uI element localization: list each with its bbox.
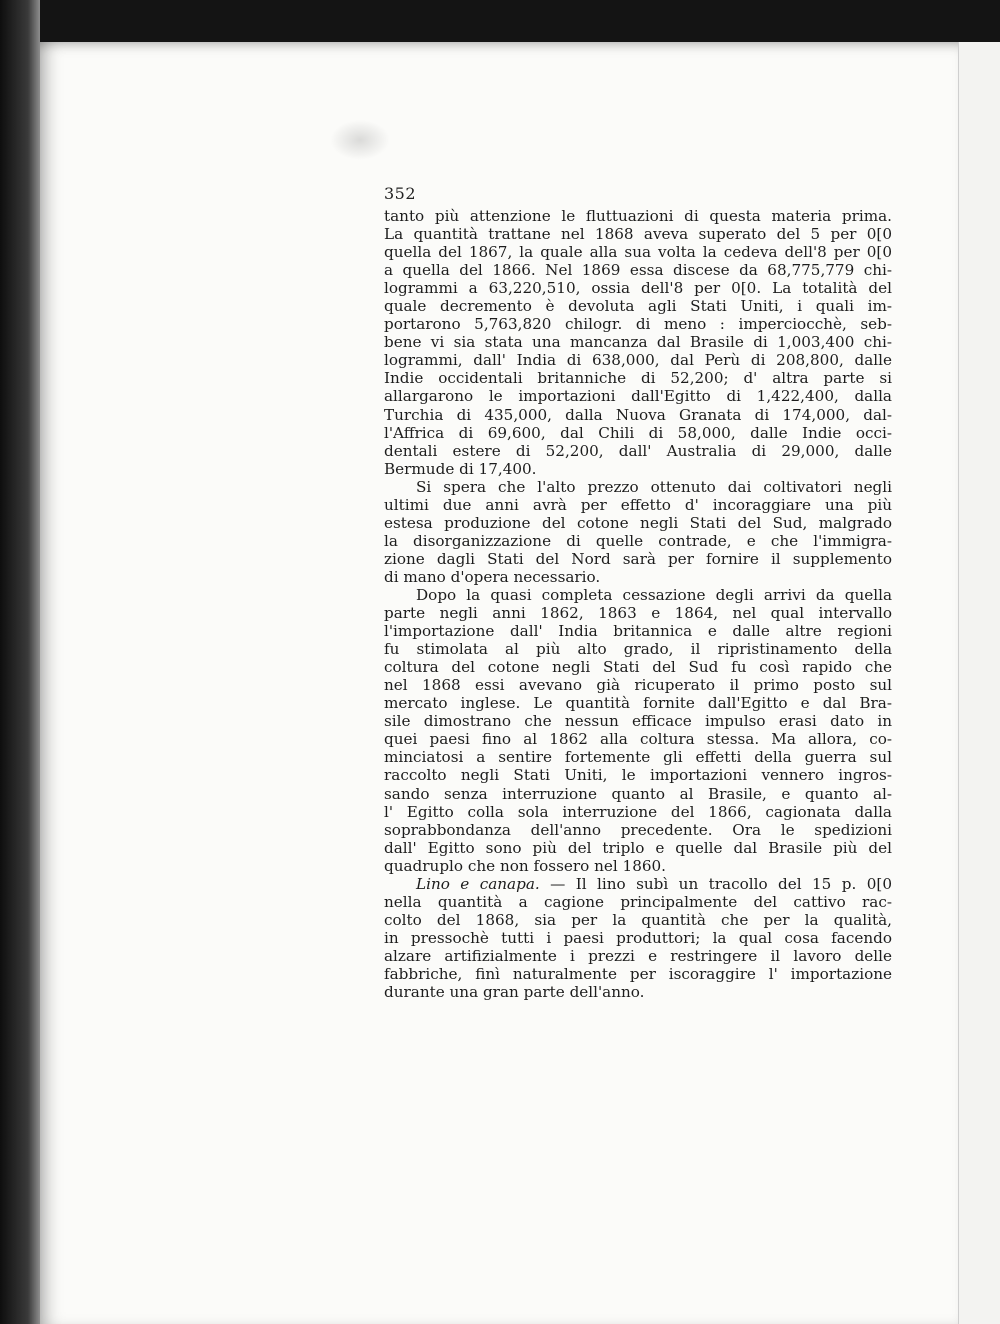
text-line: logrammi, dall' India di 638,000, dal Perù di 208,800, dalle [384, 351, 892, 370]
section-heading-italic: Lino e canapa. [416, 874, 540, 893]
text-line: l'importazione dall' India britannica e dalle altre regioni [384, 622, 892, 641]
text-line: tanto più attenzione le fluttuazioni di questa materia prima. [384, 207, 892, 225]
text-line: coltura del cotone negli Stati del Sud fu così rapido che [384, 658, 892, 677]
page-number: 352 [384, 184, 417, 203]
text-line: quale decremento è devoluta agli Stati Uniti, i quali im- [384, 297, 892, 316]
text-line: nel 1868 essi avevano già ricuperato il primo posto sul [384, 676, 892, 695]
text-line: raccolto negli Stati Uniti, le importazioni vennero ingros- [384, 766, 892, 785]
body-text [384, 207, 892, 1001]
text-line: la disorganizzazione di quelle contrade, e che l'immigra- [384, 531, 892, 550]
text-line: parte negli anni 1862, 1863 e 1864, nel qual intervallo [384, 604, 892, 623]
text-line: l'Affrica di 69,600, dal Chili di 58,000, dalle Indie occi- [384, 423, 892, 442]
text-line: fu stimolata al più alto grado, il ripristinamento della [384, 640, 892, 659]
text-line: La quantità trattane nel 1868 aveva superato del 5 per 0[0 [384, 225, 892, 244]
text-line: Si spera che l'alto prezzo ottenuto dai coltivatori negli [416, 477, 892, 496]
page-smudge [330, 120, 390, 160]
text-line [384, 875, 892, 893]
text-line: colto del 1868, sia per la quantità che per la qualità, [384, 910, 892, 929]
text-line: ultimi due anni avrà per effetto d' incoraggiare una più [384, 495, 892, 514]
text-line: logrammi a 63,220,510, ossia dell'8 per 0[0. La totalità del [384, 279, 892, 298]
scan-left-border [0, 0, 40, 1324]
text-line: mercato inglese. Le quantità fornite dall'Egitto e dal Bra- [384, 694, 892, 713]
text-line: minciatosi a sentire fortemente gli effetti della guerra sul [384, 748, 892, 767]
text-line: Bermude di 17,400. [384, 459, 537, 478]
text-line-rest: — Il lino subì un tracollo del 15 p. 0[0 [539, 874, 892, 893]
text-line: sando senza interruzione quanto al Brasile, e quanto al- [384, 784, 892, 803]
text-line: nella quantità a cagione principalmente del cattivo rac- [384, 892, 892, 911]
text-line: portarono 5,763,820 chilogr. di meno : imperciocchè, seb- [384, 315, 892, 334]
text-line: Turchia di 435,000, dalla Nuova Granata di 174,000, dal- [384, 405, 892, 424]
text-line: sile dimostrano che nessun efficace impulso erasi dato in [384, 712, 892, 731]
text-line: quei paesi fino al 1862 alla coltura stessa. Ma allora, co- [384, 730, 892, 749]
text-line: fabbriche, finì naturalmente per iscoraggire l' importazione [384, 964, 892, 983]
text-line: estesa produzione del cotone negli Stati del Sud, malgrado [384, 513, 892, 532]
text-line: quadruplo che non fossero nel 1860. [384, 856, 667, 875]
next-page-edge [958, 42, 1000, 1324]
text-line: dall' Egitto sono più del triplo e quelle dal Brasile più del [384, 838, 892, 857]
text-line: allargarono le importazioni dall'Egitto di 1,422,400, dalla [384, 387, 892, 406]
text-line: quella del 1867, la quale alla sua volta la cedeva dell'8 per 0[0 [384, 243, 892, 262]
text-line: in pressochè tutti i paesi produttori; la qual cosa facendo [384, 928, 892, 947]
scan-top-border [0, 0, 1000, 42]
text-line: soprabbondanza dell'anno precedente. Ora le spedizioni [384, 820, 892, 839]
text-line: dentali estere di 52,200, dall' Australia di 29,000, dalle [384, 441, 892, 460]
text-line: zione dagli Stati del Nord sarà per fornire il supplemento [384, 549, 892, 568]
text-line: alzare artifizialmente i prezzi e restringere il lavoro delle [384, 946, 892, 965]
text-line: a quella del 1866. Nel 1869 essa discese da 68,775,779 chi- [384, 261, 892, 280]
text-line: durante una gran parte dell'anno. [384, 983, 645, 1002]
text-line: Dopo la quasi completa cessazione degli arrivi da quella [416, 585, 892, 604]
text-line: bene vi sia stata una mancanza dal Brasile di 1,003,400 chi- [384, 333, 892, 352]
text-line: Indie occidentali britanniche di 52,200; d' altra parte si [384, 369, 892, 388]
text-line: l' Egitto colla sola interruzione del 1866, cagionata dalla [384, 802, 892, 821]
text-line: di mano d'opera necessario. [384, 567, 601, 586]
